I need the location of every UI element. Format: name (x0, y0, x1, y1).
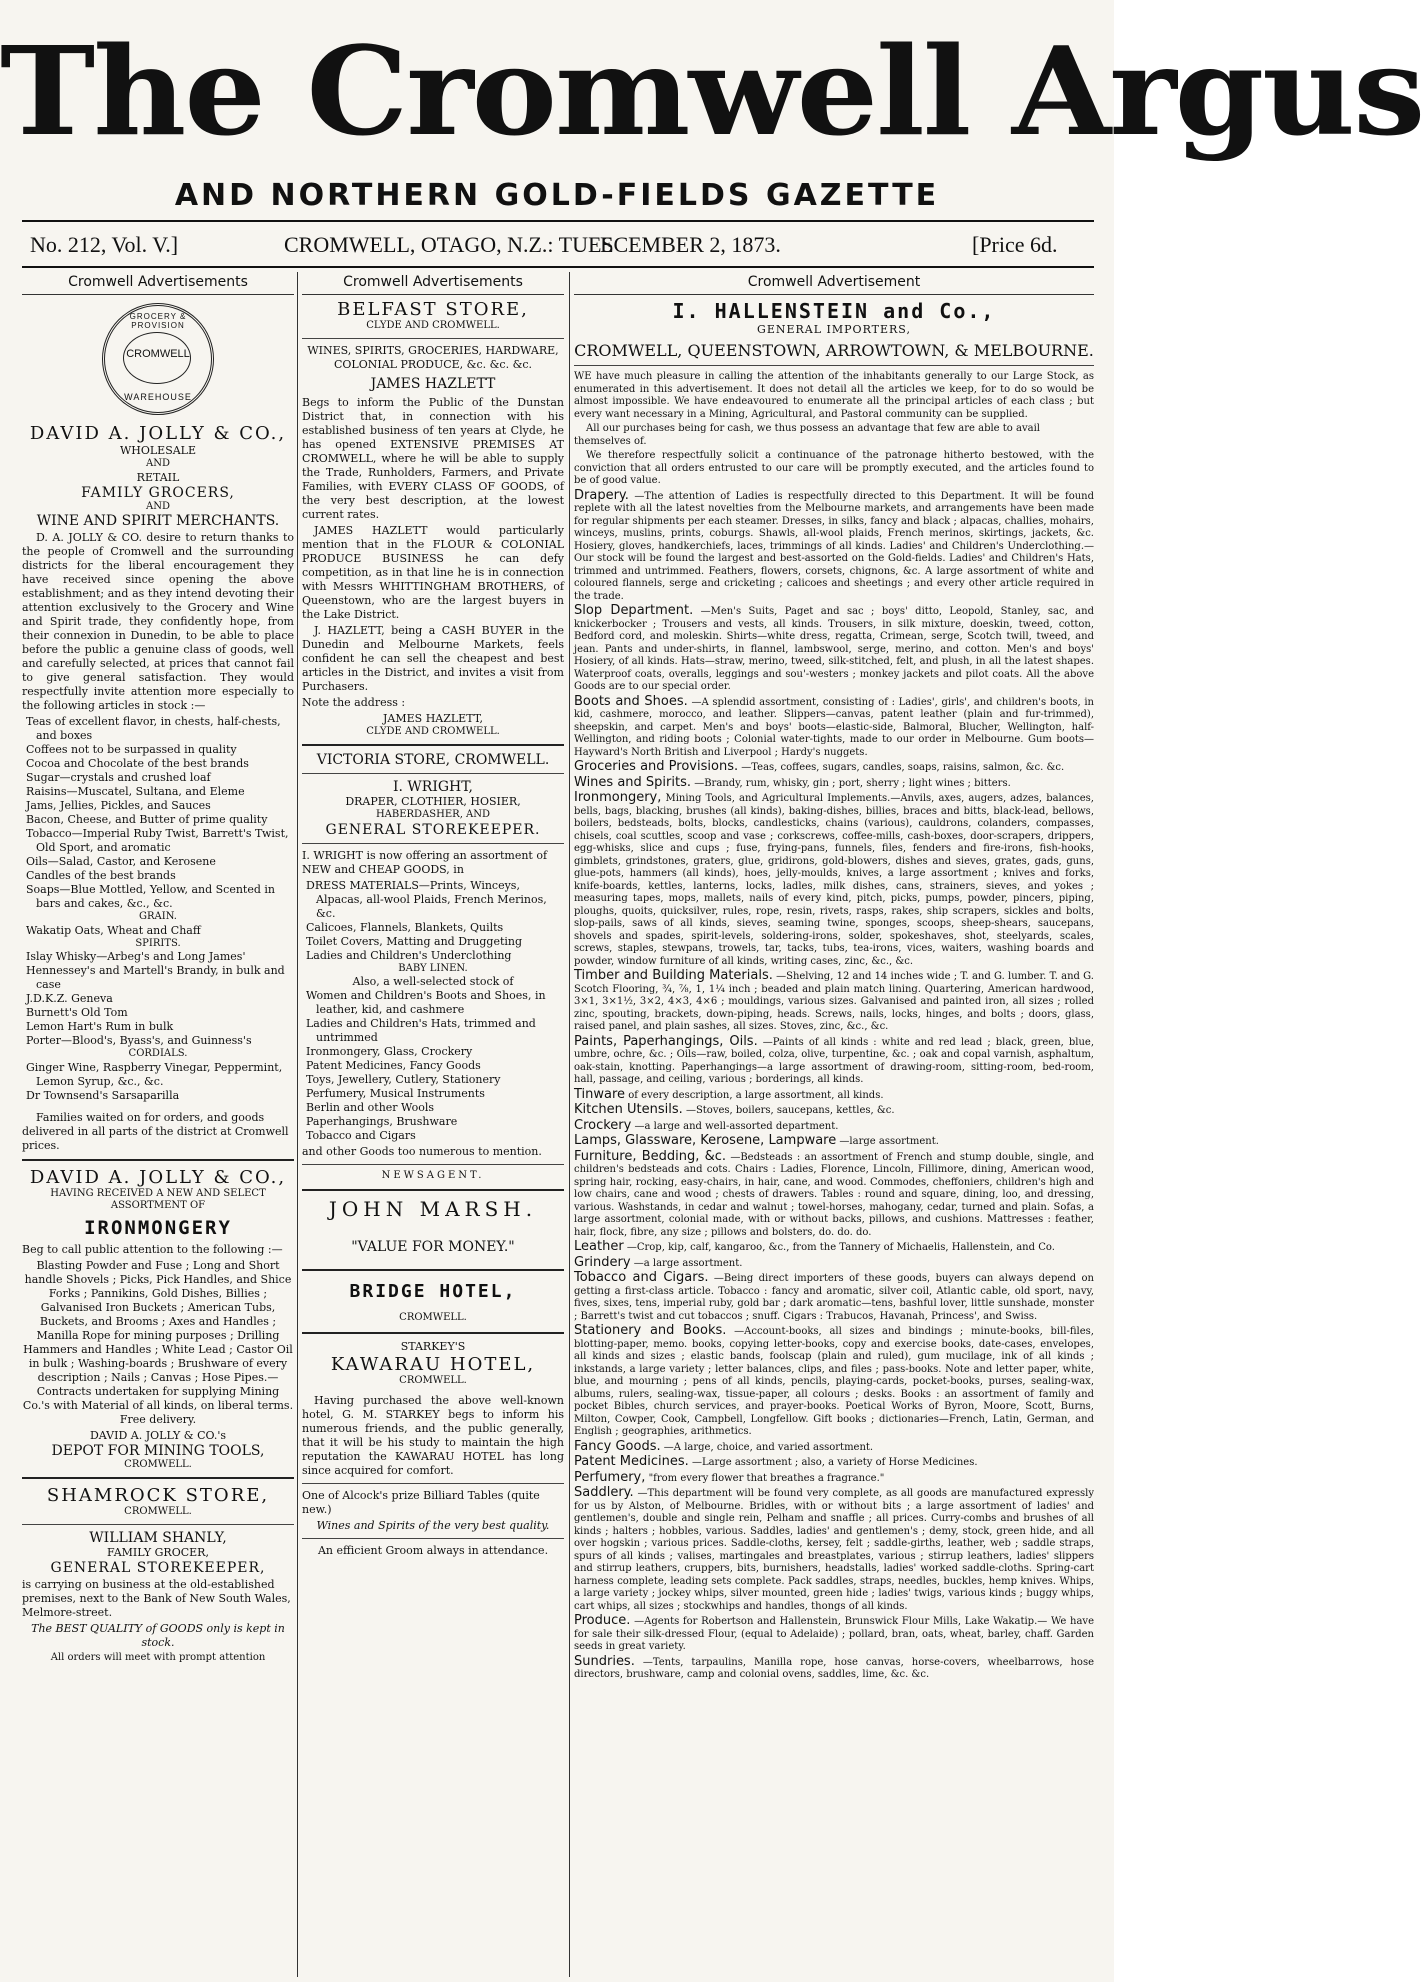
department-heading: Wines and Spirits. (574, 774, 691, 790)
column-header: Cromwell Advertisement (574, 272, 1094, 295)
department-heading: Tobacco and Cigars. (574, 1270, 709, 1285)
department-section (574, 1086, 1094, 1103)
department-text: "from every flower that breathes a fragrance." (648, 1472, 885, 1484)
department-section (574, 761, 1094, 775)
department-text: —Paints of all kinds : white and red lead ; black, green, blue, umbre, ochre, &c. ; Oils—raw, boiled, colza, olive, turpentine, &c. ; oak and copal varnish, asphaltum, oak-stain, knotting. Paperhangings—a large assortment of drawing-room, sitting-room, bed-room, hall, passage, and ceiling, various ; borderings, all kinds. (574, 1036, 1094, 1085)
ad-body: D. A. JOLLY & CO. desire to return thanks to the people of Cromwell and the surrounding districts for the liberal encouragement they have received since opening the above establishment; and as they intend devoting their attention exclusively to the Grocery and Wine and Spirit trade, they confidently hope, from their connexion in Dunedin, to be able to place before the public a genuine class of goods, well and carefully selected, at prices that cannot fail to give general satisfaction. They would respectfully invite attention more especially to the following articles in stock :— (22, 531, 294, 712)
ad-divider (22, 1477, 294, 1479)
department-heading: Saddlery. (574, 1485, 634, 1500)
dateline (22, 226, 1094, 264)
ad-line: RETAIL (136, 470, 180, 484)
ad-line: FAMILY GROCER, (107, 1545, 209, 1559)
ad-rule (22, 1524, 294, 1525)
department-section (574, 1456, 1094, 1470)
list-item: Burnett's Old Tom (26, 1006, 128, 1019)
department-heading: Stationery and Books. (574, 1323, 727, 1338)
ad-body: Blasting Powder and Fuse ; Long and Short handle Shovels ; Picks, Pick Handles, and Shice Forks ; Pannikins, Gold Dishes, Billies ; Galvanised Iron Buckets ; American Tubs, Buckets, and Brooms ; Axes and Handles ; Manilla Rope for mining purposes ; Drilling Hammers and Handles ; White Lead ; Castor Oil in bulk ; Washing-boards ; Brushware of every description ; Nails ; Canvas ; Hose Pipes.—Contracts undertaken for supplying Mining Co.'s with Material of all kinds, on liberal terms. Free delivery. (22, 1258, 294, 1426)
sub-heading: CORDIALS. (128, 1048, 188, 1059)
ad-body: is carrying on business at the old-established premises, next to the Bank of New South Wales, Melmore-street. (22, 1577, 291, 1619)
list-item: Sugar—crystals and crushed loaf (26, 771, 211, 784)
department-heading: Crockery (574, 1117, 632, 1133)
ad-line: WHOLESALE (119, 444, 197, 457)
department-section (574, 1438, 1094, 1455)
ad-divider (302, 1189, 564, 1191)
department-text: —a large assortment. (633, 1257, 743, 1269)
ad-line: CROMWELL. (124, 1506, 192, 1517)
department-section (574, 1117, 1094, 1134)
ad-footer: and other Goods too numerous to mention. (302, 1145, 542, 1158)
department-text: Mining Tools, and Agricultural Implements.—Anvils, axes, augers, adzes, balances, bells, bags, blacking, brushes (all kinds), baking-dishes, billies, braces and bitts, black-lead, bellows, boilers, bedsteads, bolts, blocks, candlesticks, chains (various), cauldrons, colanders, compasses, chisels, coal scuttles, scoop and vase ; corkscrews, coffee-mills, cash-boxes, door-scrapers, drippers, egg-whisks, slice and cups ; fuse, frying-pans, funnels, files, fenders and fire-irons, fish-hooks, gimblets, grindstones, graters, glue, gridirons, gold-blowers, dishes and sieves, grates, gads, guns, glue-pots, hammers (all kinds), hoes, jelly-moulds, knives, a large assortment ; knives and forks, knife-boards, kettles, lanterns, locks, ladles, milk dishes, cans, strainers, sieves, and yokes ; measuring tapes, mops, mallets, nails of every kind, pitch, picks, pumps, powder, pincers, piping, ploughs, quoits, quicksilver, rules, rope, resin, rivets, rasps, rakes, ship scrapers, sickles and bolts, slop-pails, saws of all kinds, sieves, seaming twine, sponges, scoops, sheep-shears, saucepans, shovels and spades, spirit-levels, soldering-irons, solder, spokeshaves, shot, steelyards, scales, screws, staples, stewpans, trowels, tar, tacks, tubs, tea-irons, vices, waiters, washing boards and powder, window furniture of all kinds, writing cases, zinc, &c., &c. (574, 793, 1094, 967)
list-item: Porter—Blood's, Byass's, and Guinness's (26, 1034, 252, 1047)
department-heading: Perfumery, (574, 1469, 646, 1485)
department-section (574, 1487, 1094, 1613)
department-text: —Crop, kip, calf, kangaroo, &c., from the Tannery of Michaelis, Hallenstein, and Co. (626, 1242, 1055, 1253)
list-item: Islay Whisky—Arbeg's and Long James' (26, 950, 246, 963)
ad-sign: JAMES HAZLETT, (383, 711, 483, 725)
ad-owner: JAMES HAZLETT (370, 375, 496, 392)
list-item: Raisins—Muscatel, Sultana, and Eleme (26, 785, 245, 798)
department-heading: Slop Department. (574, 603, 694, 618)
list-item: Lemon Hart's Rum in bulk (26, 1020, 174, 1033)
column-2 (302, 272, 564, 1977)
masthead-rule (22, 220, 1094, 222)
ad-line: FAMILY GROCERS, (81, 484, 235, 501)
ad-line: AND (146, 458, 170, 469)
issue-number: No. 212, Vol. V.] (30, 232, 179, 257)
ad-body: Begs to inform the Public of the Dunstan District that, in connection with his established business of ten years at Clyde, he has opened EXTENSIVE PREMISES AT CROMWELL, where he will be able to supply the Trade, Runholders, Farmers, and Private Families, with EVERY CLASS OF GOODS, of the very best description, at the lowest current rates. (302, 395, 564, 521)
department-section (574, 487, 1095, 604)
department-section (574, 792, 1094, 968)
department-section (574, 1469, 1094, 1486)
seal-ring-text: WAREHOUSE (124, 392, 192, 402)
department-text: —Men's Suits, Paget and sac ; boys' ditto, Leopold, Stanley, sac, and knickerbocker ; Trousers and vests, all kinds. Trousers, in silk mixture, doeskin, tweed, cotton, Bedford cord, and moleskin. Shirts—white dress, regatta, Crimean, serge, Scotch twill, tweed, and jean. Pants and under-shirts, in flannel, lambswool, serge, merino, and cotton. Men's and boys' Hosiery, of all kinds. Hats—straw, merino, tweed, silk-stitched, felt, and plush, in all the latest shapes. Waterproof coats, overalls, leggings and sou'-westers ; monkey jackets and pilot coats. All the above Goods are to our special order. (574, 606, 1094, 692)
department-text: —Shelving, 12 and 14 inches wide ; T. and G. lumber. T. and G. Scotch Flooring, ¾, ⅞, 1, 1¼ inch ; beaded and plain match lining. Quartering, American hardwood, 3×1, 3×1½, 3×2, 4×3, 4×6 ; mouldings, various sizes. Galvanised and painted iron, all sizes ; rolled zinc, spouting, brackets, down-piping, heads. Screws, nails, locks, hinges, and bolts ; doors, glass, raised panel, and plain sashes, all sizes. Stoves, zinc, &c., &c. (574, 971, 1094, 1032)
department-text: —Being direct importers of these goods, buyers can always depend on getting a first-class article. Tobacco : fancy and aromatic, silver coil, Atlantic cable, old sport, navy, fives, sixes, tens, imperial ruby, gold bar ; dark aromatic—tens, bashful lover, little sunshade, monster ; Barrett's twist and cut tobaccos ; snuff. Cigars : Trabucos, Havanah, Princess', and Swiss. (574, 1273, 1094, 1322)
list-item: Dr Townsend's Sarsaparilla (26, 1088, 180, 1102)
department-heading: Drapery. (574, 487, 629, 503)
ad-note: Note the address : (302, 695, 406, 709)
column-1 (22, 272, 294, 1977)
department-heading: Grindery (574, 1254, 631, 1270)
ad-line: An efficient Groom always in attendance. (317, 1543, 549, 1557)
ad-tag: The BEST QUALITY of GOODS only is kept in stock. (31, 1621, 285, 1649)
list-item: Paperhangings, Brushware (306, 1115, 458, 1128)
ad-trade: WINES, SPIRITS, GROCERIES, HARDWARE, COLONIAL PRODUCE, &c. &c. &c. (307, 343, 559, 371)
ad-owner: STARKEY'S (400, 1340, 466, 1353)
ad-line: AND (146, 500, 170, 512)
department-heading: Produce. (574, 1613, 631, 1628)
department-text: —a large and well-assorted department. (634, 1120, 839, 1132)
list-item: Teas of excellent flavor, in chests, half-chests, and boxes (26, 715, 281, 742)
item-list (302, 879, 564, 963)
ad-sign: CROMWELL. (124, 1458, 192, 1470)
warehouse-seal (102, 303, 214, 415)
department-heading: Patent Medicines. (574, 1454, 689, 1469)
department-heading: Kitchen Utensils. (574, 1102, 683, 1117)
list-item: DRESS MATERIALS—Prints, Winceys, Alpacas, all-wool Plaids, French Merinos, &c. (306, 878, 547, 920)
department-text: —large assortment. (839, 1136, 939, 1147)
ad-name: BRIDGE HOTEL, (349, 1280, 517, 1302)
list-item: Tobacco and Cigars (306, 1129, 416, 1142)
department-heading: Groceries and Provisions. (574, 759, 739, 774)
newspaper-subtitle: AND NORTHERN GOLD-FIELDS GAZETTE (174, 178, 940, 213)
ad-name: DAVID A. JOLLY & CO., (29, 423, 287, 444)
seal-ring-text: GROCERY & PROVISION (129, 312, 187, 330)
department-heading: Lamps, Glassware, Kerosene, Lampware (574, 1133, 837, 1148)
firm-places: CROMWELL, QUEENSTOWN, ARROWTOWN, & MELBOURNE. (574, 341, 1094, 360)
department-text: —Stoves, boilers, saucepans, kettles, &c. (685, 1105, 895, 1116)
ad-rule (302, 338, 564, 339)
ad-rule (302, 1483, 564, 1484)
list-item: Perfumery, Musical Instruments (306, 1087, 485, 1100)
ad-title: IRONMONGERY (84, 1216, 232, 1239)
department-section (574, 774, 1094, 791)
ad-intro: I. WRIGHT is now offering an assortment of NEW and CHEAP GOODS, in (302, 848, 548, 876)
department-text: —Large assortment ; also, a variety of Horse Medicines. (691, 1457, 978, 1468)
newspaper-title: The Cromwell Argus (0, 20, 1423, 164)
list-item: Hennessey's and Martell's Brandy, in bulk and case (26, 964, 285, 991)
list-item: Calicoes, Flannels, Blankets, Quilts (306, 920, 504, 934)
intro-paragraph: WE have much pleasure in calling the attention of the inhabitants generally to our Large Stock, as enumerated in this advertisement. It does not detail all the articles we keep, for to do so would be almost impossible. We have endeavoured to enumerate all the principal articles of each class ; but every want necessary in a Mining, Agricultural, and Pastoral community can be supplied. (574, 371, 1094, 420)
ad-line: GENERAL STOREKEEPER, (50, 1559, 266, 1576)
list-item: Berlin and other Wools (306, 1101, 435, 1114)
list-item: Coffees not to be surpassed in quality (26, 743, 237, 756)
department-heading: Leather (574, 1239, 624, 1254)
department-text: —Bedsteads : an assortment of French and stump double, single, and children's bedsteads and cots. Chairs : Ladies, Florence, Lincoln, Fillimore, dining, American wood, spring hair, rocking, easy-chairs, in hair, cane, and wood. Commodes, cheffoniers, children's high and low chairs, cane and wood ; chests of drawers. Tables : round and square, dining, loo, and dressing, various. Washstands, in cedar and walnut ; towel-horses, mahogany, cedar, turned and plain. Sofas, a large assortment, colonial made, with or without backs, pillows, and cushions. Mattresses : feather, hair, flock, fibre, any size ; pillows and bolsters, do. do. do. (574, 1151, 1094, 1238)
department-heading: Fancy Goods. (574, 1438, 661, 1454)
firm-trade: GENERAL IMPORTERS, (757, 323, 911, 336)
department-section (574, 1615, 1094, 1654)
ad-divider (302, 1269, 564, 1271)
ad-line: CROMWELL. (399, 1375, 467, 1386)
department-text: —Brandy, rum, whisky, gin ; port, sherry ; light wines ; bitters. (694, 777, 1011, 789)
item-list (302, 989, 564, 1143)
ad-trade: HABERDASHER, AND (375, 809, 491, 820)
department-text: —A large, choice, and varied assortment. (663, 1441, 874, 1453)
department-section (574, 1254, 1094, 1271)
list-item: J.D.K.Z. Geneva (26, 992, 113, 1005)
department-text: —Agents for Robertson and Hallenstein, Brunswick Flour Mills, Lake Wakatip.— We have for sale their silk-dressed Flour, (equal to Adelaide) ; pollard, bran, oats, wheat, barley, chaff. Garden seeds in great variety. (574, 1616, 1094, 1652)
list-item: Toilet Covers, Matting and Druggeting (306, 934, 523, 948)
item-list (22, 1061, 294, 1103)
ad-line: Wines and Spirits of the very best quality. (316, 1518, 550, 1532)
intro-paragraph: All our purchases being for cash, we thus possess an advantage that few are able to avail themselves of. (574, 423, 1040, 447)
department-section (574, 1653, 1094, 1682)
dateline-place: CROMWELL, OTAGO, N.Z.: TUES (284, 232, 614, 257)
ad-name: JOHN MARSH. (328, 1196, 538, 1221)
list-item: Cocoa and Chocolate of the best brands (26, 757, 249, 770)
department-text: —A splendid assortment, consisting of : Ladies', girls', and children's boots, in kid, cashmere, morocco, and leather. Slippers—canvas, patent leather (plain and fur-trimmed), sheepskin, and carpet. Men's and boys' boots—elastic-side, Balmoral, Blucher, Wellington, half-Wellington, and riding boots ; Colonial water-tights, made to our order in Melbourne. Gum boots—Hayward's North British and Liverpool ; Hardy's nuggets. (574, 696, 1094, 758)
ad-line: One of Alcock's prize Billiard Tables (quite new.) (302, 1488, 540, 1516)
ad-line: Also, a well-selected stock of (352, 975, 514, 988)
department-heading: Paints, Paperhangings, Oils. (574, 1033, 758, 1049)
list-item: Toys, Jewellery, Cutlery, Stationery (306, 1073, 501, 1086)
list-item: Oils—Salad, Castor, and Kerosene (26, 855, 216, 868)
ad-body: JAMES HAZLETT would particularly mention that in the FLOUR & COLONIAL PRODUCE BUSINESS he can defy competition, as in that line he is in connection with Messrs WHITTINGHAM BROTHERS, of Queenstown, who are the largest buyers in the Lake District. (302, 523, 564, 621)
column-header: Cromwell Advertisements (302, 272, 564, 295)
list-item: Soaps—Blue Mottled, Yellow, and Scented in bars and cakes, &c., &c. (26, 883, 276, 910)
department-text: —Tents, tarpaulins, Manilla rope, hose canvas, horse-covers, wheelbarrows, hose directors, brushware, camp and colonial ovens, saddles, lime, &c. &c. (574, 1656, 1094, 1680)
list-item: Women and Children's Boots and Shoes, in leather, kid, and cashmere (306, 989, 546, 1016)
ad-line: CLYDE AND CROMWELL. (366, 320, 500, 331)
ad-trade: GENERAL STOREKEEPER. (325, 821, 541, 838)
ad-line: ASSORTMENT OF (110, 1200, 206, 1211)
ad-line: WINE AND SPIRIT MERCHANTS. (36, 513, 280, 529)
list-item: Ladies and Children's Hats, trimmed and untrimmed (306, 1017, 536, 1044)
department-section (574, 693, 1094, 760)
department-section (574, 1104, 1094, 1118)
ad-footer: All orders will meet with prompt attention (50, 1651, 266, 1663)
department-text: —The attention of Ladies is respectfully directed to this Department. It will be found replete with all the latest novelties from the Melbourne markets, and arrangements have been made for regular shipments per each steamer. Dresses, in silks, fancy and black ; alpacas, challies, mohairs, winceys, muslins, prints, coburgs. Shawls, all-wool plaids, French merinos, skirtings, jackets, &c. Hosiery, gloves, handkerchiefs, laces, trimmings of all kinds. Ladies' and Children's Underclothing.—Our stock will be found the largest and best-assorted on the Gold-fields. Ladies' and Children's Hats, trimmed and untrimmed. Feathers, flowers, corsets, chignons, &c. A large assortment of white and coloured flannels, serge and cricketing ; calicoes and sheetings ; and every other article required in the trade. (574, 490, 1095, 602)
department-section (574, 970, 1094, 1034)
ad-body: Having purchased the above well-known hotel, G. M. STARKEY begs to inform his numerous friends, and the public generally, that it will be his study to maintain the high reputation the KAWARAU HOTEL has long since acquired for comfort. (302, 1393, 564, 1477)
department-section (574, 1241, 1094, 1255)
ad-owner: I. WRIGHT, (392, 779, 473, 795)
department-text: —This department will be found very complete, as all goods are manufactured expressly for us by Alston, of Melbourne. Bridles, with or without bits ; a large assortment of ladies' and gentlemen's, double and single rein, Pelham and snaffle ; all prices. Curry-combs and brushes of all kinds ; halters ; hobbles, various. Saddles, ladies' and gentlemen's ; demy, stock, green hide, and all over hogskin ; various prices. Saddle-cloths, kersey, felt ; saddle-girths, leather, web ; saddle straps, spurs of all kinds ; valises, martingales and breastplates, various ; stirrup leathers, ladies' slippers and stirrup leathers, cruppers, bits, burnishers, headstalls, ladies' worked saddle-cloths. Spring-cart harness complete, leading sets complete. Pack saddles, straps, needles, buckles, hemp knives. Whips, a large variety ; jockey whips, silver mounted, green hide ; ladies' twigs, various kinds ; buggy whips, cart whips, all sizes ; stockwhips and handles, thongs of all kinds. (574, 1488, 1094, 1612)
ad-rule (302, 843, 564, 844)
ad-name: KAWARAU HOTEL, (330, 1354, 536, 1375)
list-item: Tobacco—Imperial Ruby Twist, Barrett's Twist, Old Sport, and aromatic (26, 827, 289, 854)
ad-name: BELFAST STORE, (337, 299, 529, 320)
ad-sign: DEPOT FOR MINING TOOLS, (51, 1442, 265, 1459)
ad-name: DAVID A. JOLLY & CO., (29, 1166, 287, 1188)
item-list (22, 715, 294, 911)
department-heading: Tinware (574, 1086, 626, 1102)
ad-sign: CLYDE AND CROMWELL. (366, 725, 500, 737)
department-text: of every description, a large assortment, all kinds. (628, 1089, 884, 1101)
firm-name: I. HALLENSTEIN and Co., (672, 299, 996, 323)
price: [Price 6d. (972, 232, 1058, 257)
list-item: Bacon, Cheese, and Butter of prime quality (26, 813, 268, 826)
ad-trade: DRAPER, CLOTHIER, HOSIER, (345, 795, 521, 808)
item-list (22, 950, 294, 1048)
department-section (574, 1325, 1094, 1439)
sub-heading: BABY LINEN. (398, 962, 468, 974)
ad-rule (302, 1164, 564, 1165)
department-heading: Ironmongery, (574, 790, 662, 805)
ad-line: CROMWELL. (399, 1311, 467, 1323)
ad-owner: WILLIAM SHANLY, (89, 1529, 227, 1546)
column-header: Cromwell Advertisements (22, 272, 294, 295)
department-heading: Timber and Building Materials. (574, 968, 773, 983)
seal-center-text: CROMWELL (126, 348, 190, 360)
department-heading: Sundries. (574, 1653, 635, 1669)
column-3 (574, 272, 1094, 1977)
department-text: —Teas, coffees, sugars, candles, soaps, raisins, salmon, &c. &c. (741, 762, 1065, 773)
dateline-date: ECEMBER 2, 1873. (600, 232, 781, 257)
ad-intro: Beg to call public attention to the following :— (22, 1242, 283, 1256)
list-item: Ginger Wine, Raspberry Vinegar, Peppermint, Lemon Syrup, &c., &c. (26, 1060, 283, 1088)
ad-tag: "VALUE FOR MONEY." (351, 1238, 515, 1255)
department-section (574, 605, 1094, 694)
sub-heading: SPIRITS. (135, 937, 181, 949)
ad-rule (574, 365, 1094, 366)
section-list (574, 487, 1095, 1682)
ad-rule (302, 1538, 564, 1539)
department-section (574, 1148, 1094, 1240)
department-section (574, 1033, 1094, 1087)
list-item: Patent Medicines, Fancy Goods (306, 1059, 481, 1072)
list-item: Ironmongery, Glass, Crockery (306, 1045, 473, 1058)
list-item: Wakatip Oats, Wheat and Chaff (26, 923, 201, 937)
ad-divider (22, 1159, 294, 1161)
list-item: Candles of the best brands (26, 869, 176, 882)
sub-heading: GRAIN. (139, 911, 177, 922)
ad-divider (302, 744, 564, 746)
department-section (574, 1272, 1094, 1323)
ad-rule (302, 773, 564, 774)
list-item: Jams, Jellies, Pickles, and Sauces (26, 799, 211, 812)
ad-name: SHAMROCK STORE, (46, 1485, 270, 1506)
department-heading: Furniture, Bedding, &c. (574, 1148, 727, 1164)
dateline-rule (22, 266, 1094, 268)
list-item: Ladies and Children's Underclothing (306, 948, 512, 962)
column-divider (569, 272, 570, 1977)
ad-footer: Families waited on for orders, and goods delivered in all parts of the district at Cromwell prices. (22, 1110, 289, 1152)
masthead (0, 0, 1423, 215)
department-text: —Account-books, all sizes and bindings ; minute-books, bill-files, blotting-paper, memo. books, copying letter-books, copy and exercise books, date-cases, envelopes, all kinds and sizes ; elastic bands, foolscap (plain and ruled), gum mucilage, ink of all kinds ; inkstands, a large variety ; letter balances, clips, and files ; pass-books. Note and letter paper, white, blue, and mourning ; pens of all kinds, pencils, playing-cards, pocket-books, purses, sealing-wax, albums, rulers, sealing-wax, tissue-paper, all colours ; desks. Books : an assortment of family and pocket Bibles, church services, and prayer-books. Poetical Works of Byron, Moore, Scott, Burns, Milton, Cowper, Cook, Campbell, Longfellow. Gift books ; dictionaries—French, Latin, German, and English ; geographies, arithmetics. (574, 1326, 1094, 1437)
ad-name: VICTORIA STORE, CROMWELL. (316, 752, 550, 768)
ad-label: NEWSAGENT. (381, 1170, 485, 1181)
ad-body: J. HAZLETT, being a CASH BUYER in the Dunedin and Melbourne Markets, feels confident he can sell the cheapest and best articles in the District, and invites a visit from Purchasers. (302, 623, 564, 693)
column-divider (297, 272, 298, 1977)
department-section (574, 1135, 1094, 1149)
ad-line: HAVING RECEIVED A NEW AND SELECT (50, 1187, 266, 1199)
intro-paragraph: We therefore respectfully solicit a continuance of the patronage hitherto bestowed, with the conviction that all orders entrusted to our care will be promptly executed, and the articles found to be of good value. (574, 450, 1094, 486)
department-heading: Boots and Shoes. (574, 693, 688, 709)
ad-sign: DAVID A. JOLLY & CO.'s (89, 1428, 227, 1442)
ad-divider (302, 1332, 564, 1334)
